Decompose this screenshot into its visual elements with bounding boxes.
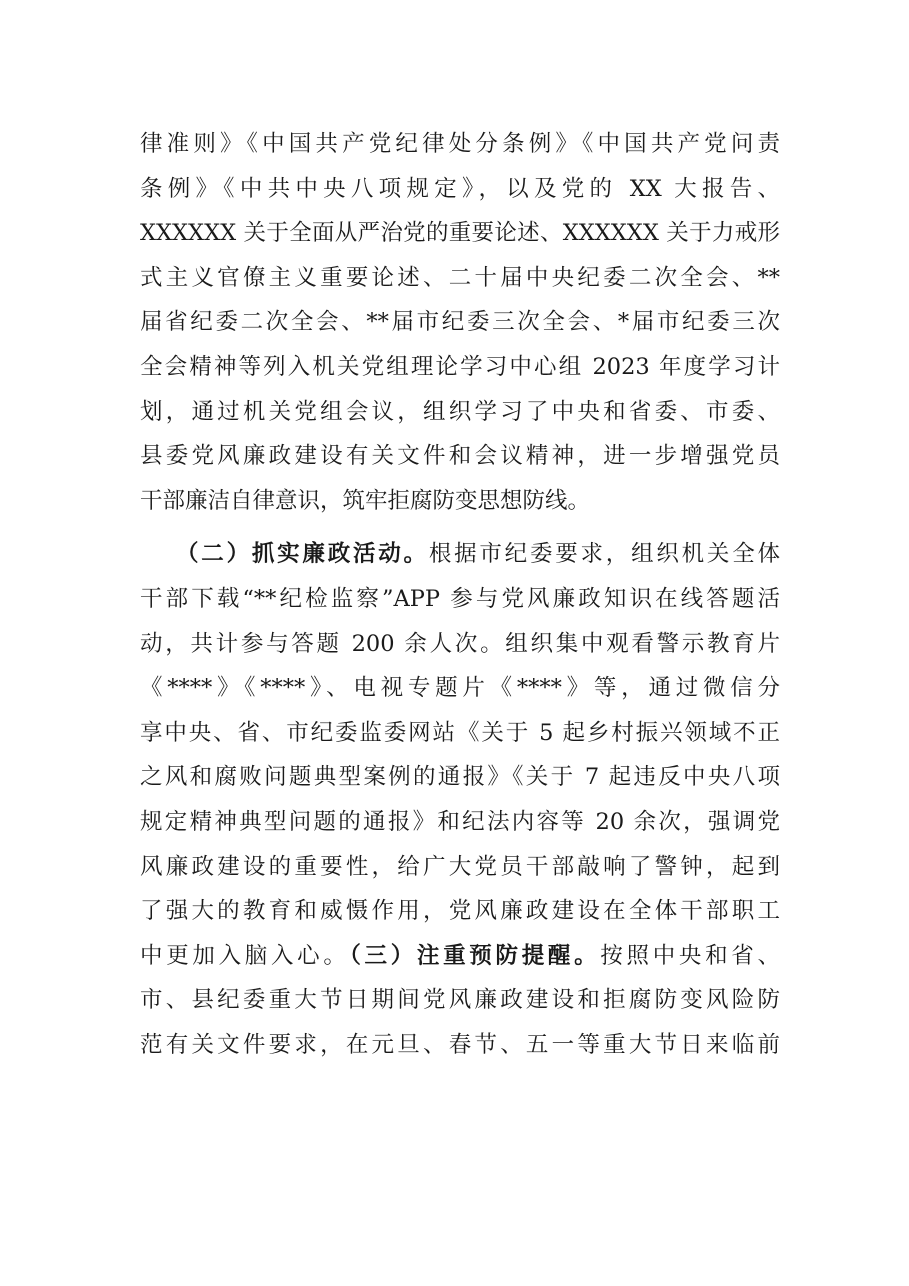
text-line: 全会精神等列入机关党组理论学习中心组 2023 年度学习计 [140, 353, 780, 380]
text-line: 条例》《中共中央八项规定》，以及党的 XX 大报告、 [140, 175, 780, 202]
text-line: 干部下载“**纪检监察”APP 参与党风廉政知识在线答题活 [140, 585, 780, 612]
text-line: 划，通过机关党组会议，组织学习了中央和省委、市委、 [140, 398, 780, 425]
text-line: XXXXXX 关于全面从严治党的重要论述、XXXXXX 关于力戒形 [140, 220, 780, 247]
text-run: 中更加入脑入心。 [140, 942, 350, 969]
text-line: 规定精神典型问题的通报》和纪法内容等 20 余次，强调党 [140, 808, 780, 835]
section-heading: （三）注重预防提醒。 [349, 942, 601, 969]
text-line: 《****》《****》、电视专题片《****》等，通过微信分 [140, 675, 780, 702]
text-line: 之风和腐败问题典型案例的通报》《关于 7 起违反中央八项 [140, 764, 780, 791]
text-line [140, 934, 780, 979]
text-line: 式主义官僚主义重要论述、二十届中央纪委二次全会、** [140, 264, 780, 291]
text-run: 根据市纪委要求，组织机关全体 [428, 541, 780, 568]
text-line: 享中央、省、市纪委监委网站《关于 5 起乡村振兴领域不正 [140, 719, 780, 746]
body-text [140, 122, 780, 1067]
text-run: 按照中央和省、 [600, 942, 780, 969]
text-line: 届省纪委二次全会、**届市纪委三次全会、*届市纪委三次 [140, 309, 780, 336]
text-line: 市、县纪委重大节日期间党风廉政建设和拒腐防变风险防 [140, 987, 780, 1014]
section-heading: （二）抓实廉政活动。 [176, 541, 429, 568]
paragraph-gap [140, 523, 780, 532]
text-line: 动，共计参与答题 200 余人次。组织集中观看警示教育片 [140, 630, 780, 657]
text-line: 县委党风廉政建设有关文件和会议精神，进一步增强党员 [140, 443, 780, 470]
paragraph-first-line [140, 532, 780, 577]
text-line: 范有关文件要求，在元旦、春节、五一等重大节日来临前 [140, 1031, 780, 1058]
text-line: 风廉政建设的重要性，给广大党员干部敲响了警钟，起到 [140, 853, 780, 880]
text-line: 律准则》《中国共产党纪律处分条例》《中国共产党问责 [140, 131, 780, 157]
text-line: 干部廉洁自律意识，筑牢拒腐防变思想防线。 [140, 487, 591, 514]
text-line: 了强大的教育和威慑作用，党风廉政建设在全体干部职工 [140, 898, 780, 925]
